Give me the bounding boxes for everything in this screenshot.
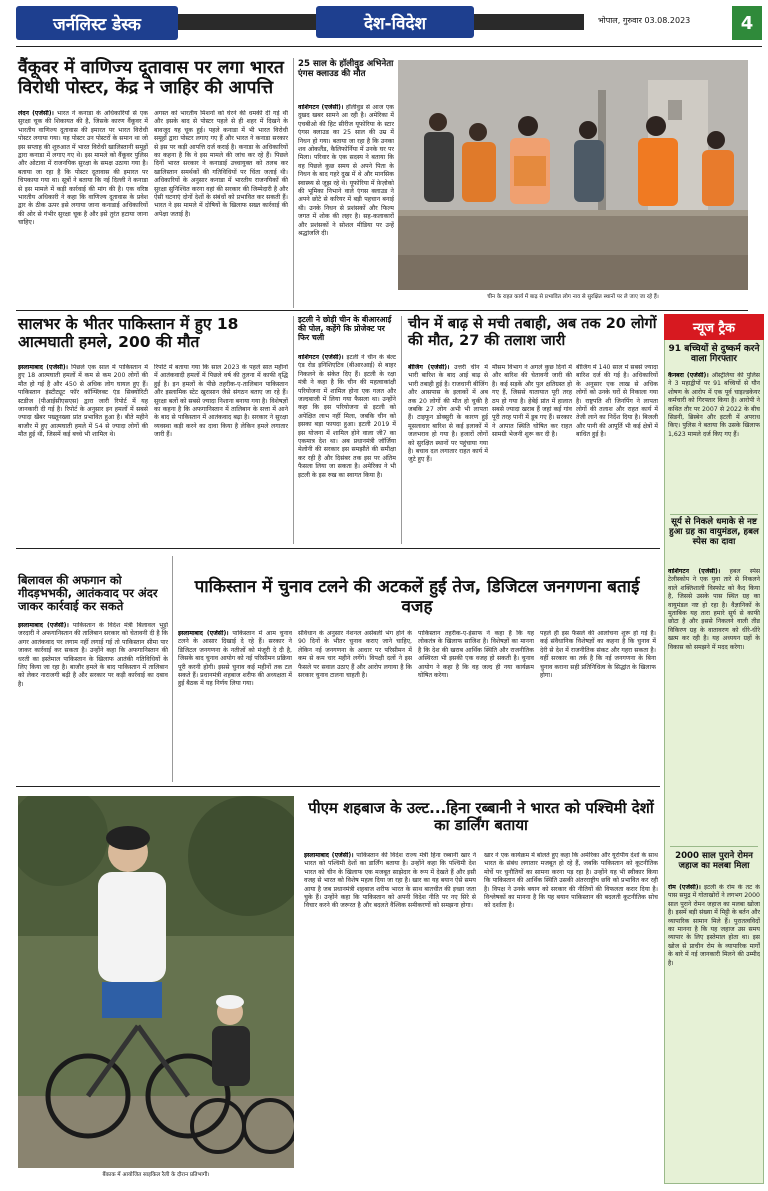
header-bar [0,0,768,46]
news-track-item1-dateline: कैनबरा (एजेंसी)। [668,372,709,379]
story3-col2-text: रिपोर्ट में बताया गया कि साल 2023 के पहले सात महीनों में आतंकवादी हमलों में पिछले वर्ष की तुलना में काफी वृद्धि हुई है। इन हमलों के पीछे तहरीक-ए-तालिबान पाकिस्तान और इस्लामिक स्टेट खुरासान जैसे संगठन बताए जा रहे हैं। सुरक्षा बलों को सबसे ज्यादा निशाना बनाया गया है। विशेषज्ञों का कहना है कि अफगानिस्तान में तालिबान के सत्ता में आने के बाद से पाकिस्तान में आतंकवाद बढ़ा है। सरकार ने सुरक्षा व्यवस्था कड़ी करने का दावा किया है लेकिन हमले लगातार जारी हैं। [154,364,288,439]
story3-col2 [154,364,288,544]
story3-headline: सालभर के भीतर पाकिस्तान में हुए 18 आत्मघाती हमले, 200 की मौत [18,315,239,351]
news-track-item3-headline: 2000 साल पुराने रोमन जहाज का मलबा मिला [675,851,753,871]
section-ribbon-left [16,6,178,40]
news-track-item3-text: इटली के रोम के तट के पास समुद्र में गोताखोरों ने लगभग 2000 साल पुराने रोमन जहाज का मलबा खोजा है। इसमें बड़ी संख्या में मिट्टी के बर्तन और व्यापारिक सामान मिले हैं। पुरातत्वविदों का मानना है कि यह जहाज उस समय व्यापार के लिए इस्तेमाल होता था। इस खोज से प्राचीन रोम के व्यापारिक मार्गों के बारे में नई जानकारी मिलने की उम्मीद है। [668,884,760,967]
news-track-title-box [664,314,764,340]
story5-col3 [576,364,658,544]
story7-col1 [178,630,292,782]
story7-col4 [540,630,656,782]
story7-dateline: इस्लामाबाद (एजेंसी)। [178,630,229,637]
story8-col2-text: खार ने एक कार्यक्रम में बोलते हुए कहा कि अमेरिका और यूरोपीय देशों के साथ भारत के संबंध लगातार मजबूत हो रहे हैं, जबकि पाकिस्तान को कूटनीतिक मोर्चे पर चुनौतियों का सामना करना पड़ रहा है। उन्होंने यह भी स्वीकार किया कि पाकिस्तान की आर्थिक स्थिति उसकी अंतरराष्ट्रीय छवि को प्रभावित कर रही है। विपक्ष ने उनके बयान को सरकार की नीतियों की विफलता करार दिया है। विश्लेषकों का मानना है कि यह बयान पाकिस्तान की बदलती कूटनीतिक सोच को दर्शाता है। [484,852,658,910]
story4-dateline: वाशिंगटन (एजेंसी)। [298,354,344,361]
news-track-divider-1 [670,514,758,515]
cyclists-photo [18,796,294,1168]
story5-col2-text: मौसम विभाग ने अगले कुछ दिनों में और बारिश की चेतावनी जारी की है। कई सड़कें और पुल क्षतिग्रस्त हो गए हैं, जिससे यातायात पूरी तरह ठप हो गया है। हेबेई प्रांत में हालात सबसे ज्यादा खराब हैं जहां कई गांव पूरी तरह पानी में डूब गए हैं। सरकार ने आपात स्थिति घोषित कर राहत सामग्री भेजनी शुरू कर दी है। [492,364,572,439]
section-title-left: जर्नलिस्ट डेस्क [53,14,141,35]
news-track-item2-headline: सूर्य से निकले धमाके से नष्ट हुआ ग्रह का वायुमंडल, हबल स्पेस का दावा [669,517,759,547]
header-dark-band [178,14,316,30]
flood-rescue-illustration [398,60,748,290]
story6-headline: बिलावल की अफगान को गीदड़भभकी, आतंकवाद पर अंदर जाकर कार्रवाई कर सकते [18,573,158,614]
flood-photo-caption: चीन के राहत कार्य में बाढ़ से प्रभावित लोग नाव से सुरक्षित स्थानों पर ले जाए जा रहे हैं। [487,294,659,300]
story7-col3 [418,630,534,782]
column-divider-4 [172,556,173,782]
story8-dateline: इस्लामाबाद (एजेंसी)। [304,852,354,859]
section-ribbon-center [316,6,474,38]
story3-dateline: इस्लामाबाद (एजेंसी)। [18,364,69,371]
cyclists-illustration [18,796,294,1168]
story8-col2 [484,852,658,1182]
story3-col1-text: पिछले एक साल में पाकिस्तान में हुए 18 आत्मघाती हमलों में कम से कम 200 लोगों की मौत हो गई है और 450 से अधिक लोग घायल हुए हैं। पाकिस्तान इंस्टीट्यूट फॉर कॉन्फ्लिक्ट एंड सिक्योरिटी स्टडीज (पीआईसीएसएस) द्वारा जारी रिपोर्ट में यह जानकारी दी गई है। रिपोर्ट के अनुसार इन हमलों में सबसे ज्यादा खैबर पख्तूनख्वा प्रांत प्रभावित हुआ है। बीते महीने बाजौर में हुए आत्मघाती हमले में 54 से ज्यादा लोगों की मौत हुई थी, जिसमें कई बच्चे भी शामिल थे। [18,364,148,439]
news-track-item3-body [668,884,760,1180]
column-divider-2 [293,316,294,544]
story7-col1-text: पाकिस्तान में आम चुनाव टलने के आसार दिखाई दे रहे हैं। सरकार ने डिजिटल जनगणना के नतीजों को मंजूरी दे दी है, जिसके बाद चुनाव आयोग को नई परिसीमन प्रक्रिया पूरी करनी होगी। इससे चुनाव कई महीनों तक टल सकते हैं। प्रधानमंत्री शहबाज शरीफ की अध्यक्षता में हुई बैठक में यह निर्णय लिया गया। [178,630,292,688]
header-dark-band-right [474,14,584,30]
news-track-title: न्यूज ट्रैक [692,321,736,336]
story5-col1 [408,364,488,544]
news-track-item2-text: हबल स्पेस टेलीस्कोप ने एक युवा तारे से निकलने वाले शक्तिशाली विस्फोट को कैद किया है, जिससे उसके पास स्थित ग्रह का वायुमंडल नष्ट हो रहा है। वैज्ञानिकों के मुताबिक यह तारा हमारे सूर्य से काफी छोटा है और इससे निकलने वाली तीव्र विकिरण ग्रह के वातावरण को धीरे-धीरे खत्म कर रही है। यह अध्ययन ग्रहों के विकास को समझने में मदद करेगा। [668,568,760,651]
story1-headline: वैंकूवर में वाणिज्य दूतावास पर लगा भारत विरोधी पोस्टर, केंद्र ने जाहिर की आपत्ति [18,58,284,99]
story1-col1 [18,110,148,308]
story6-body [18,622,168,782]
story1-col2-text: अगस्त को भारतीय मिशनों को घेरने की धमकी दी गई थी और इसके बाद से पोस्टर पहले से ही शहर में दिखने के बावजूद यह चूक हुई। पहले कनाडा में भी भारत विरोधी समूहों द्वारा पोस्टर लगाए गए हैं और भारत ने कनाडा सरकार से इस पर कड़ी आपत्ति दर्ज कराई है। कनाडा के अधिकारियों का कहना है कि वे इस मामले की जांच कर रहे हैं। पिछले दिनों भारत सरकार ने कनाडाई उच्चायुक्त को तलब कर खालिस्तान समर्थकों की गतिविधियों पर चिंता जताई थी। अधिकारियों के अनुसार कनाडा में भारतीय राजनयिकों की सुरक्षा सुनिश्चित करना वहां की सरकार की जिम्मेदारी है और ऐसी घटनाएं दोनों देशों के संबंधों को प्रभावित कर सकती हैं। भारत ने इस मामले में दोषियों के खिलाफ सख्त कार्रवाई की अपेक्षा जताई है। [154,110,288,218]
dateline: भोपाल, गुरुवार 03.08.2023 [598,16,691,25]
news-track-item1-headline: 91 बच्चियों से दुष्कर्म करने वाला गिरफ्तार [668,344,760,365]
story2-body [298,104,394,308]
story7-col4-text: पहले ही इस फैसले की आलोचना शुरू हो गई है। कई संवैधानिक विशेषज्ञों का कहना है कि चुनाव में देरी से देश में राजनीतिक संकट और गहरा सकता है। वहीं सरकार का तर्क है कि नई जनगणना के बिना चुनाव कराना सही प्रतिनिधित्व के सिद्धांत के खिलाफ होगा। [540,630,656,680]
story6-text: पाकिस्तान के विदेश मंत्री बिलावल भुट्टो जरदारी ने अफगानिस्तान की तालिबान सरकार को चेतावनी दी है कि अगर आतंकवाद पर लगाम नहीं लगाई गई तो पाकिस्तान सीमा पार जाकर कार्रवाई कर सकता है। उन्होंने कहा कि अफगानिस्तान की धरती का इस्तेमाल पाकिस्तान के खिलाफ आतंकी गतिविधियों के लिए किया जा रहा है। बाजौर हमले के बाद पाकिस्तान में तालिबान को लेकर नाराजगी बढ़ी है और सरकार पर कड़ी कार्रवाई का दबाव है। [18,622,168,688]
story5-col1-text: उत्तरी चीन में भारी बारिश के बाद आई बाढ़ से भारी तबाही हुई है। राजधानी बीजिंग और आसपास के इलाकों में अब तक 20 लोगों की मौत हो चुकी है जबकि 27 लोग अभी भी लापता हैं। टाइफून डोक्सुरी के कारण हुई मूसलाधार बारिश से कई इलाकों में जलभराव हो गया है। हजारों लोगों को सुरक्षित स्थानों पर पहुंचाया गया है। बचाव दल लगातार राहत कार्य में जुटे हुए हैं। [408,364,488,464]
story8-headline: पीएम शहबाज के उल्ट...हिना रब्बानी ने भारत को पश्चिमी देशों का डार्लिंग बताया [308,799,654,835]
section-rule-3 [16,786,660,787]
story4-text: इटली ने चीन के बेल्ट एंड रोड इनिशिएटिव (बीआरआई) से बाहर निकलने के संकेत दिए हैं। इटली के रक्षा मंत्री ने कहा है कि चीन की महत्वाकांक्षी परियोजना में शामिल होना एक गलत और जल्दबाजी में लिया गया फैसला था। उन्होंने कहा कि इस परियोजना से इटली को अपेक्षित लाभ नहीं मिला, जबकि चीन को इसका बड़ा फायदा हुआ। इटली 2019 में इस योजना में शामिल होने वाला जी7 का एकमात्र देश था। अब प्रधानमंत्री जॉर्जिया मेलोनी की सरकार इस समझौते की समीक्षा कर रही है और दिसंबर तक इस पर अंतिम फैसला लिया जा सकता है। अमेरिका ने भी इटली के इस रुख का स्वागत किया है। [298,354,396,479]
header-rule [16,46,762,47]
news-track-item3-dateline: रोम (एजेंसी)। [668,884,701,891]
story2-headline: 25 साल के हॉलीवुड अभिनेता एंगस क्लाउड की मौत [298,59,394,79]
news-track-item2-dateline: वाशिंगटन (एजेंसी)। [668,568,721,575]
story4-headline: इटली ने छोड़ी चीन के बीआरआई की पोल, कहेंगे कि प्रोजेक्ट पर फिर चली [298,315,392,342]
news-track-item2-body [668,568,760,842]
news-track-item1-text: ऑस्ट्रेलिया की पुलिस ने 3 महाद्वीपों पर 91 बच्चियों से यौन शोषण के आरोप में एक पूर्व चाइल्डकेयर कर्मचारी को गिरफ्तार किया है। आरोपी ने कथित तौर पर 2007 से 2022 के बीच सिडनी, ब्रिस्बेन और इटली में अपराध किए। पुलिस ने बताया कि उसके खिलाफ 1,623 मामले दर्ज किए गए हैं। [668,372,760,438]
section-rule-1 [16,310,748,311]
story5-col2 [492,364,572,544]
news-track-item1-body [668,372,760,512]
news-track-divider-2 [670,846,758,847]
page-number-box [732,6,762,40]
story6-dateline: इस्लामाबाद (एजेंसी)। [18,622,69,629]
story7-col2-text: संविधान के अनुसार नेशनल असेंबली भंग होने के 90 दिनों के भीतर चुनाव कराए जाने चाहिए, लेकिन नई जनगणना के आधार पर परिसीमन में कम से कम चार महीने लगेंगे। विपक्षी दलों ने इस फैसले पर सवाल उठाए हैं और आरोप लगाया है कि सरकार चुनाव टालना चाहती है। [298,630,412,680]
story7-headline: पाकिस्तान में चुनाव टलने की अटकलें हुईं तेज, डिजिटल जनगणना बताई वजह [194,577,640,617]
story3-col1 [18,364,148,544]
story7-col3-text: पाकिस्तान तहरीक-ए-इंसाफ ने कहा है कि यह लोकतंत्र के खिलाफ साजिश है। विशेषज्ञों का मानना है कि देश की खराब आर्थिक स्थिति और राजनीतिक अस्थिरता भी इसकी एक वजह हो सकती है। चुनाव आयोग ने कहा है कि वह जल्द ही नया कार्यक्रम घोषित करेगा। [418,630,534,680]
story2-dateline: वाशिंगटन (एजेंसी)। [298,104,344,111]
story8-col1-text: पाकिस्तान की विदेश राज्य मंत्री हिना रब्बानी खार ने भारत को पश्चिमी देशों का डार्लिंग बताया है। उन्होंने कहा कि पश्चिमी देश भारत को चीन के खिलाफ एक मजबूत साझेदार के रूप में देखते हैं और इसी वजह से भारत को विशेष महत्व दिया जा रहा है। खार का यह बयान ऐसे समय आया है जब प्रधानमंत्री शहबाज शरीफ भारत के साथ बातचीत की इच्छा जता चुके हैं। उन्होंने कहा कि पाकिस्तान को अपनी विदेश नीति पर नए सिरे से विचार करने की जरूरत है और बदलते वैश्विक समीकरणों को समझना होगा। [304,852,476,910]
column-divider-3 [401,316,402,544]
story5-col3-text: बीजिंग में 140 साल में सबसे ज्यादा बारिश दर्ज की गई है। अधिकारियों के अनुसार एक लाख से अधिक लोगों को उनके घरों से निकाला गया है। राष्ट्रपति शी जिनपिंग ने लापता लोगों की तलाश और राहत कार्य में तेजी लाने का निर्देश दिया है। बिजली और पानी की आपूर्ति भी कई क्षेत्रों में बाधित हुई है। [576,364,658,439]
story2-text: हॉलीवुड से आज एक दुखद खबर सामने आ रही है। अमेरिका में एचबीओ की हिट सीरीज यूफोरिया के स्टार एंगस क्लाउड का 25 साल की उम्र में निधन हो गया। बताया जा रहा है कि उनका शव ओकलैंड, कैलिफोर्निया में उनके घर पर मिला। परिवार के एक सदस्य ने बताया कि वह पिछले कुछ समय से अपने पिता के निधन के बाद गहरे दुख में थे और मानसिक स्वास्थ्य से जूझ रहे थे। यूफोरिया में फ़ेज़ोको की भूमिका निभाने वाले एंगस क्लाउड ने अपने छोटे से करियर में बड़ी पहचान बनाई थी। उनके निधन से प्रशंसकों और फिल्म जगत में शोक की लहर है। सह-कलाकारों और प्रशंसकों ने सोशल मीडिया पर उन्हें श्रद्धांजलि दी। [298,104,394,238]
page-number: 4 [740,12,754,34]
cyclists-photo-caption: बैंकाक में आयोजित साइकिल रैली के दौरान प्रतिभागी। [102,1172,210,1178]
section-rule-2 [16,548,660,549]
section-title-center: देश-विदेश [363,13,427,34]
story7-col2 [298,630,412,782]
story5-dateline: बीजिंग (एजेंसी)। [408,364,450,371]
story1-dateline: लंदन (एजेंसी)। [18,110,54,117]
story8-col1 [304,852,476,1182]
story4-body [298,354,396,544]
story1-col2 [154,110,288,308]
flood-rescue-photo [398,60,748,290]
column-divider-1 [293,58,294,308]
story5-headline: चीन में बाढ़ से मची तबाही, अब तक 20 लोगों की मौत, 27 की तलाश जारी [408,316,657,349]
story1-col1-text: भारत ने कनाडा के अधिकारियों से एक सुरक्षा चूक की शिकायत की है, जिसके कारण वैंकूवर में भारतीय वाणिज्य दूतावास की इमारत पर भारत विरोधी पोस्टर लगाया गया। यह पोस्टर उन पोस्टरों के समान था जो इस सप्ताह की शुरुआत में भारत विरोधी खालिस्तानी समूहों द्वारा कनाडा में लगाए गए थे। इस मामले को वैंकूवर पुलिस और ओटावा में राजनयिक सुरक्षा के समक्ष उठाया गया है। बताया जा रहा है कि पोस्टर दूतावास की इमारत पर चिपकाया गया था। सूत्रों ने बताया कि नई दिल्ली ने कनाडा से इस मामले में कड़ी कार्रवाई की मांग की है। एक वरिष्ठ भारतीय अधिकारी ने कहा कि वाणिज्य दूतावास के प्रवेश द्वार के ठीक ऊपर इसे लगाया जाना कनाडाई अधिकारियों की ओर से गंभीर सुरक्षा चूक है और इसे तुरंत हटाया जाना चाहिए। [18,110,148,227]
